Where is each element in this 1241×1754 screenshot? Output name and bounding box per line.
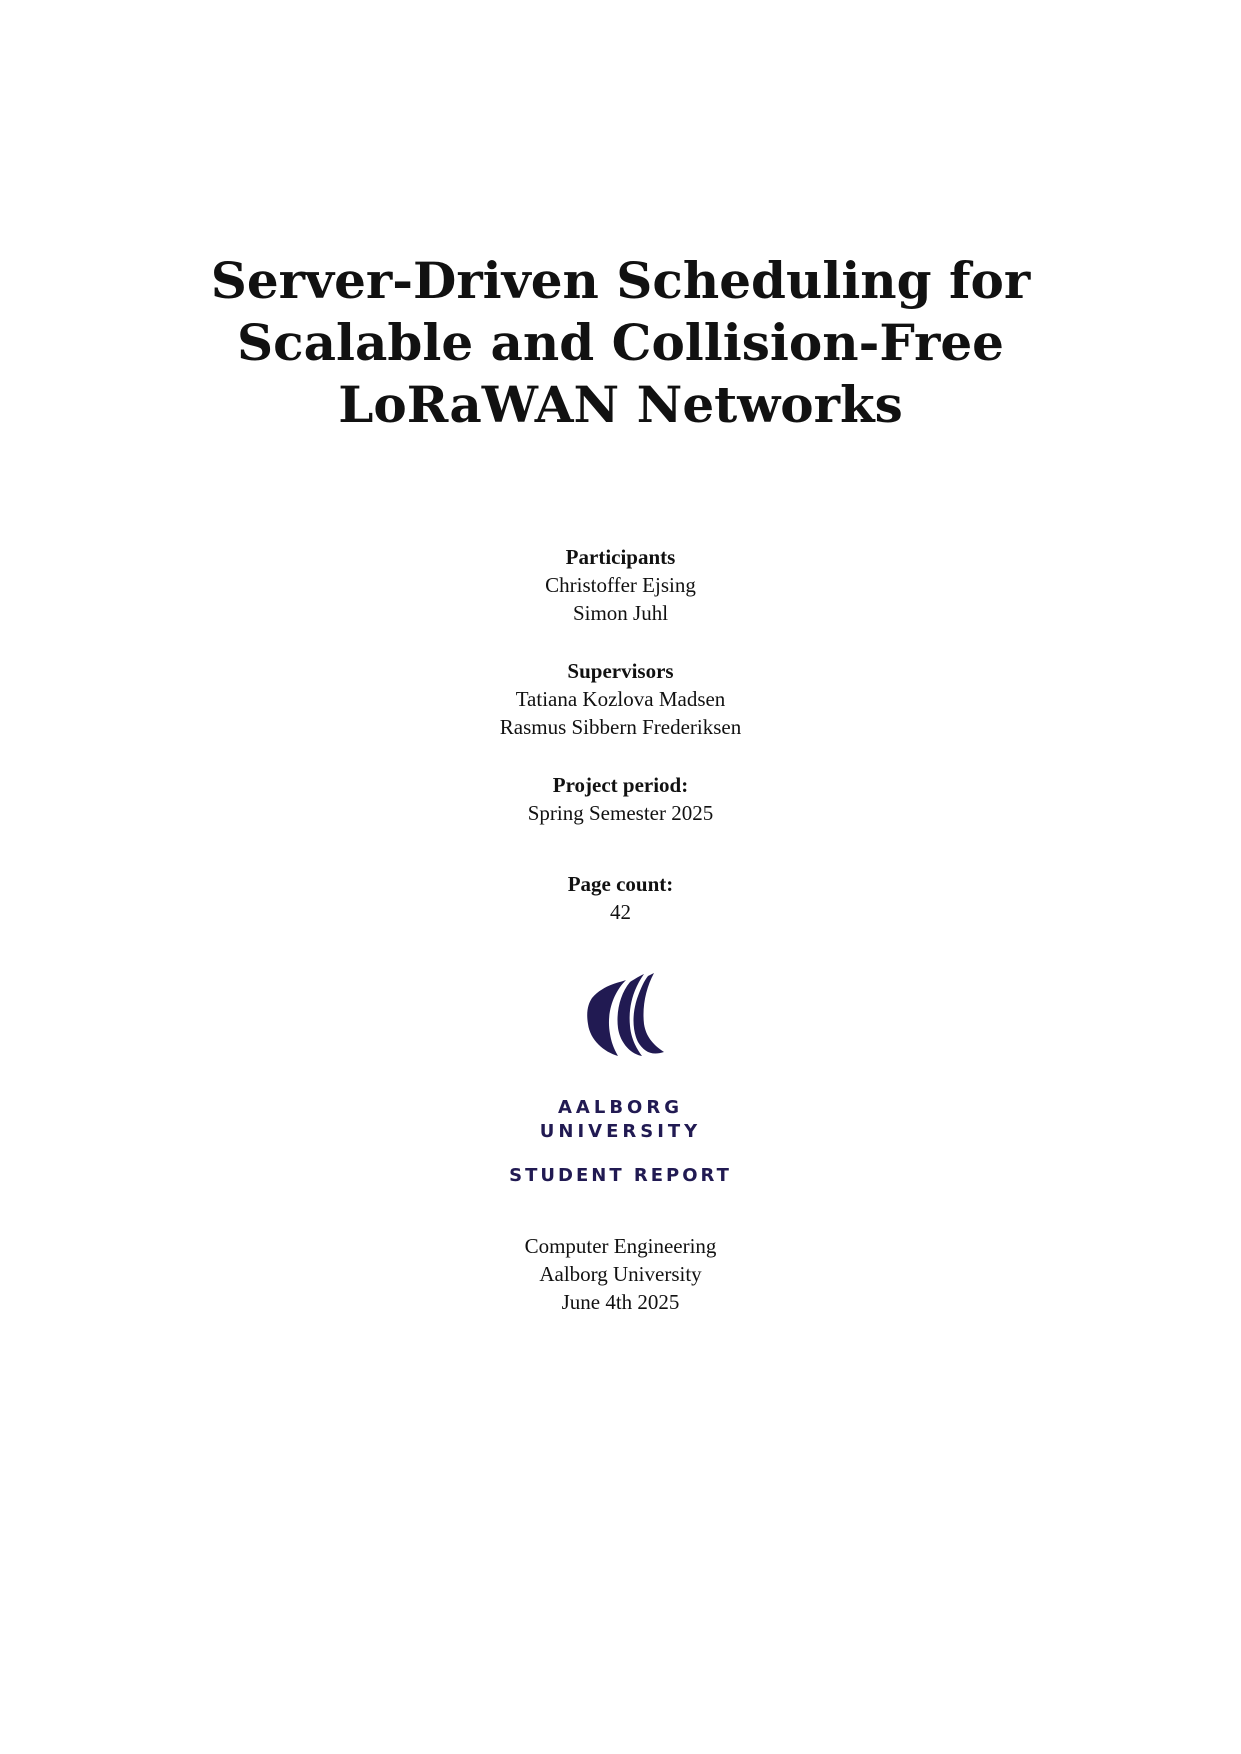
footer-section [0, 1232, 1241, 1316]
report-title [0, 250, 1241, 436]
page-count-section [0, 870, 1241, 926]
project-period-heading: Project period: [552, 773, 689, 797]
supervisors-section [0, 657, 1241, 741]
participants-heading: Participants [565, 545, 676, 569]
university-name-line-1: AALBORG [558, 1097, 683, 1118]
participant-name: Simon Juhl [572, 601, 669, 625]
footer-line-3: June 4th 2025 [561, 1290, 680, 1314]
project-period-value: Spring Semester 2025 [527, 801, 714, 825]
page-count-heading: Page count: [567, 872, 674, 896]
footer-line-2: Aalborg University [539, 1262, 702, 1286]
supervisors-heading: Supervisors [567, 659, 674, 683]
supervisor-name: Rasmus Sibbern Frederiksen [499, 715, 742, 739]
university-name-line-2: UNIVERSITY [539, 1121, 702, 1142]
supervisor-name: Tatiana Kozlova Madsen [515, 687, 726, 711]
aau-logo-icon [574, 972, 670, 1068]
student-report-label: STUDENT REPORT [509, 1165, 732, 1186]
title-line-2: Scalable and Collision-Free [237, 313, 1004, 372]
title-line-1: Server-Driven Scheduling for [210, 251, 1031, 310]
participant-name: Christoffer Ejsing [545, 573, 696, 597]
participants-section [0, 543, 1241, 627]
project-period-section [0, 771, 1241, 827]
page-count-value: 42 [610, 900, 631, 924]
title-line-3: LoRaWAN Networks [338, 375, 903, 434]
footer-line-1: Computer Engineering [524, 1234, 717, 1258]
